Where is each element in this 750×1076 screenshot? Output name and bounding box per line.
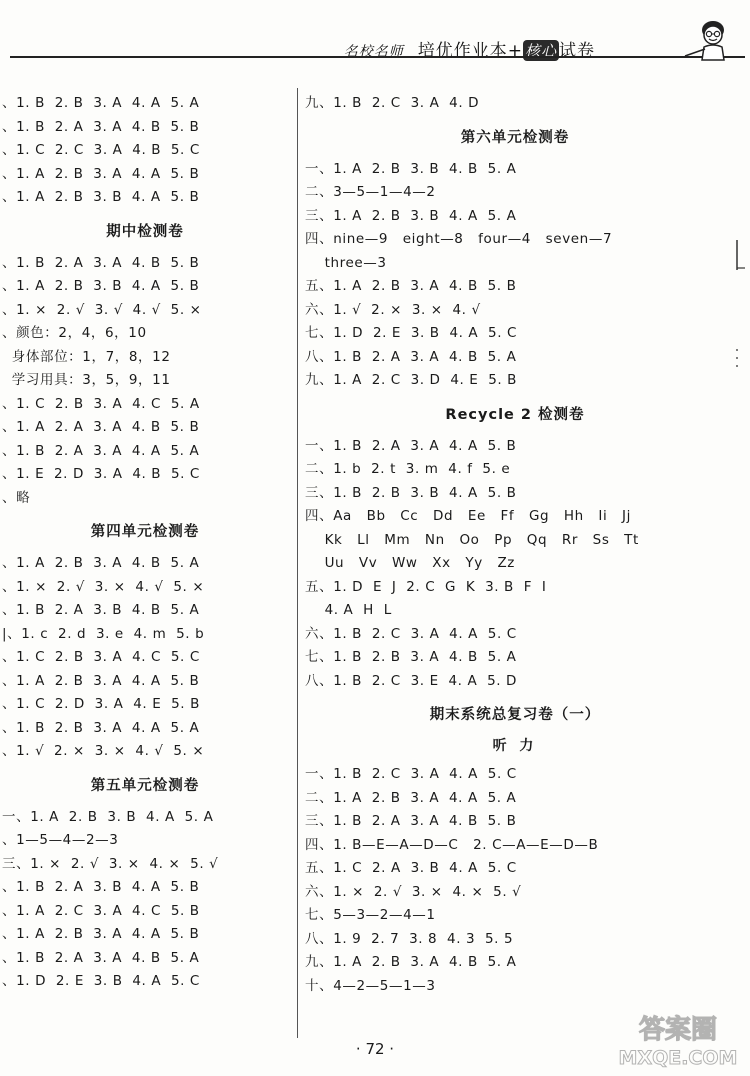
left-section-heading: 第五单元检测卷 <box>90 777 200 794</box>
left-answer-line: 、1. C 2. B 3. A 4. C 5. A <box>2 395 200 412</box>
right-answer-line: 九、1. A 2. B 3. A 4. B 5. A <box>305 954 517 970</box>
right-answer-line: 六、1. × 2. √ 3. × 4. × 5. √ <box>305 883 522 900</box>
right-answer-line: 七、1. B 2. B 3. A 4. B 5. A <box>305 649 517 665</box>
left-answer-line: 、1. C 2. B 3. A 4. C 5. C <box>2 649 200 665</box>
left-answer-line: 、1. × 2. √ 3. √ 4. √ 5. × <box>2 301 202 318</box>
right-answer-line: 八、1. B 2. C 3. E 4. A 5. D <box>305 672 518 689</box>
right-answer-line: 4. A H L <box>305 602 392 618</box>
right-answer-line: 五、1. C 2. A 3. B 4. A 5. C <box>305 860 517 876</box>
left-section-heading: 第四单元检测卷 <box>90 524 200 540</box>
right-section-heading: Recycle 2 检测卷 <box>445 406 585 423</box>
right-answer-line: 五、1. D E J 2. C G K 3. B F I <box>305 578 547 595</box>
left-answer-line: 、1. A 2. B 3. B 4. A 5. B <box>2 189 200 205</box>
margin-marks <box>733 240 747 374</box>
right-answer-line: 十、4—2—5—1—3 <box>305 977 436 994</box>
page-number: · 72 · <box>355 1040 395 1058</box>
right-answer-line: 九、1. B 2. C 3. A 4. D <box>305 95 480 111</box>
left-answer-line: 、略 <box>2 489 31 506</box>
left-answer-line: 、1. A 2. A 3. A 4. B 5. B <box>2 419 200 435</box>
right-answer-line: 一、1. B 2. C 3. A 4. A 5. C <box>305 766 517 782</box>
right-answer-line: 六、1. B 2. C 3. A 4. A 5. C <box>305 625 517 642</box>
left-answer-line: 、1. A 2. B 3. A 4. A 5. B <box>2 926 200 942</box>
left-answer-line: 、1. A 2. B 3. B 4. A 5. B <box>2 278 200 294</box>
right-column <box>305 92 725 998</box>
left-answer-line: 、1. B 2. B 3. A 4. A 5. A <box>2 719 200 736</box>
left-answer-line: 、1. B 2. B 3. A 4. A 5. A <box>2 95 200 111</box>
left-section-heading: 期中检测卷 <box>106 223 184 240</box>
right-answer-line: 四、nine—9 eight—8 four—4 seven—7 <box>305 231 613 247</box>
left-answer-line: 、1. A 2. C 3. A 4. C 5. B <box>2 902 200 919</box>
header-title-main: 培优作业本+ <box>417 41 523 61</box>
left-answer-line: 、1. × 2. √ 3. × 4. √ 5. × <box>2 578 205 595</box>
left-answer-line: 、1—5—4—2—3 <box>2 832 119 848</box>
right-answer-line: 三、1. A 2. B 3. B 4. A 5. A <box>305 207 517 224</box>
teacher-mascot-icon <box>683 16 737 62</box>
left-answer-line: 身体部位：1，7，8，12 <box>2 348 171 365</box>
left-answer-line: 、1. B 2. A 3. B 4. A 5. B <box>2 879 200 895</box>
right-section-heading: 第六单元检测卷 <box>460 129 570 146</box>
left-answer-line: 、1. A 2. B 3. A 4. A 5. B <box>2 672 200 689</box>
left-answer-line: 、1. E 2. D 3. A 4. B 5. C <box>2 466 200 482</box>
svg-text:MXQE.COM: MXQE.COM <box>618 1047 738 1069</box>
right-answer-line: 五、1. A 2. B 3. A 4. B 5. B <box>305 278 517 294</box>
left-answer-line: 、1. B 2. A 3. B 4. B 5. A <box>2 602 200 618</box>
left-answer-line: 、1. B 2. A 3. A 4. B 5. A <box>2 949 200 966</box>
right-answer-line: 一、1. A 2. B 3. B 4. B 5. A <box>305 160 517 177</box>
header-title-suffix: 试卷 <box>559 41 595 61</box>
right-answer-line: 二、1. A 2. B 3. A 4. A 5. A <box>305 789 517 806</box>
right-answer-line: 六、1. √ 2. × 3. × 4. √ <box>305 301 481 318</box>
left-answer-line: 、颜色：2，4，6，10 <box>2 325 147 341</box>
left-answer-line: 三、1. × 2. √ 3. × 4. × 5. √ <box>2 855 219 872</box>
right-answer-line: 七、5—3—2—4—1 <box>305 907 436 923</box>
header-title-core: 核心 <box>524 42 557 60</box>
left-answer-line: 学习用具：3，5，9，11 <box>2 372 171 388</box>
right-section-subheading: 听 力 <box>492 738 538 754</box>
right-answer-line: 二、3—5—1—4—2 <box>305 184 436 200</box>
svg-text:答案圈: 答案圈 <box>638 1015 718 1045</box>
right-answer-line: 三、1. B 2. B 3. B 4. A 5. B <box>305 484 517 501</box>
right-answer-line: three—3 <box>305 254 387 271</box>
right-answer-line: 三、1. B 2. A 3. A 4. B 5. B <box>305 813 517 829</box>
right-section-heading: 期末系统总复习卷（一） <box>429 707 601 723</box>
left-answer-line: 、1. A 2. B 3. A 4. B 5. A <box>2 555 200 571</box>
right-answer-line: Kk Ll Mm Nn Oo Pp Qq Rr Ss Tt <box>305 531 639 548</box>
left-answer-line: 、1. B 2. A 3. A 4. A 5. A <box>2 442 200 459</box>
right-answer-line: 八、1. B 2. A 3. A 4. B 5. A <box>305 348 517 365</box>
left-answer-line: 一、1. A 2. B 3. B 4. A 5. A <box>2 808 214 825</box>
left-column <box>0 92 290 994</box>
header-brand: 名校名师 <box>343 44 404 60</box>
left-answer-line: 、1. C 2. C 3. A 4. B 5. C <box>2 142 200 158</box>
left-answer-line: 、1. C 2. D 3. A 4. E 5. B <box>2 696 200 712</box>
left-answer-line: |、1. c 2. d 3. e 4. m 5. b <box>2 625 205 642</box>
right-answer-line: 九、1. A 2. C 3. D 4. E 5. B <box>305 372 518 388</box>
left-answer-line: 、1. D 2. E 3. B 4. A 5. C <box>2 973 200 989</box>
page-header <box>10 28 745 60</box>
right-answer-line: 八、1. 9 2. 7 3. 8 4. 3 5. 5 <box>305 930 514 947</box>
column-divider <box>297 88 298 1038</box>
right-answer-line: 一、1. B 2. A 3. A 4. A 5. B <box>305 437 517 454</box>
watermark-logo <box>614 1008 742 1070</box>
right-answer-line: 七、1. D 2. E 3. B 4. A 5. C <box>305 325 518 341</box>
right-answer-line: Uu Vv Ww Xx Yy Zz <box>305 555 515 571</box>
left-answer-line: 、1. B 2. A 3. A 4. B 5. B <box>2 254 200 271</box>
left-answer-line: 、1. A 2. B 3. A 4. A 5. B <box>2 165 200 182</box>
right-answer-line: 四、1. B—E—A—D—C 2. C—A—E—D—B <box>305 836 599 853</box>
left-answer-line: 、1. √ 2. × 3. × 4. √ 5. × <box>2 743 205 759</box>
right-answer-line: 二、1. b 2. t 3. m 4. f 5. e <box>305 461 511 477</box>
right-answer-line: 四、Aa Bb Cc Dd Ee Ff Gg Hh Ii Jj <box>305 508 631 524</box>
left-answer-line: 、1. B 2. A 3. A 4. B 5. B <box>2 118 200 135</box>
header-rule <box>10 56 745 58</box>
